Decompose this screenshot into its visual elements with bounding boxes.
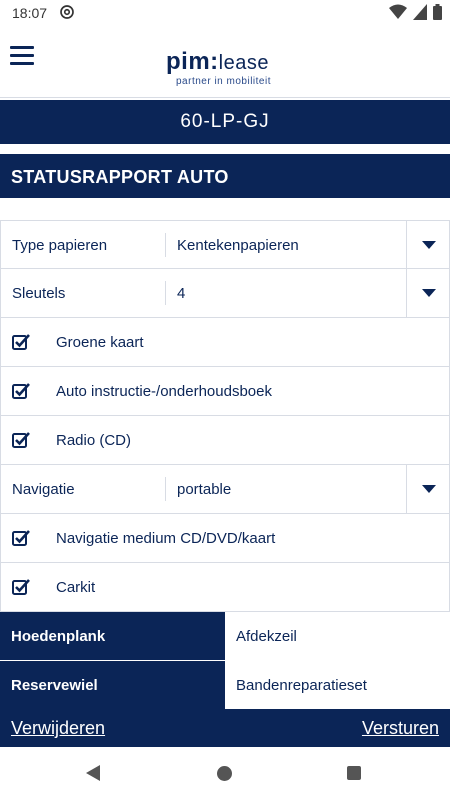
action-footer xyxy=(0,709,450,747)
navigatie-label: Navigatie xyxy=(12,481,75,498)
logo-tagline: partner in mobiliteit xyxy=(176,76,271,87)
back-icon[interactable] xyxy=(86,765,100,781)
afdekzeil-toggle[interactable]: Afdekzeil xyxy=(225,612,450,661)
navigatie-medium-row[interactable] xyxy=(0,514,450,563)
hoedenplank-toggle[interactable]: Hoedenplank xyxy=(0,612,225,661)
navigatie-medium-checkbox-icon[interactable] xyxy=(12,529,30,547)
navigatie-value[interactable]: portable xyxy=(177,481,232,498)
at-sign-icon xyxy=(58,3,76,21)
logo-name: pim xyxy=(166,48,211,75)
status-report-form xyxy=(0,220,450,710)
reservewiel-toggle[interactable]: Reservewiel xyxy=(0,661,225,710)
section-title: STATUSRAPPORT AUTO xyxy=(0,154,450,198)
instructieboek-checkbox-icon[interactable] xyxy=(12,382,30,400)
status-time: 18:07 xyxy=(12,5,48,21)
hoedenplank-afdekzeil-row xyxy=(0,612,450,661)
send-link[interactable]: Versturen xyxy=(361,718,439,738)
sleutels-value[interactable]: 4 xyxy=(177,285,186,302)
instructieboek-row[interactable] xyxy=(0,367,450,416)
app-header xyxy=(0,26,450,98)
license-plate-title: 60-LP-GJ xyxy=(0,100,450,144)
pim-lease-logo xyxy=(166,48,296,88)
groene-kaart-row[interactable] xyxy=(0,318,450,367)
radio-row[interactable] xyxy=(0,416,450,465)
type-papieren-label: Type papieren xyxy=(12,237,108,254)
carkit-row[interactable] xyxy=(0,563,450,612)
navigatie-dropdown-icon[interactable] xyxy=(406,465,450,513)
system-navigation-bar xyxy=(0,747,450,800)
reservewiel-bandenreparatieset-row xyxy=(0,661,450,710)
bandenreparatieset-toggle[interactable]: Bandenreparatieset xyxy=(225,661,450,710)
type-papieren-dropdown-icon[interactable] xyxy=(406,221,450,269)
cellular-signal-icon xyxy=(413,4,427,20)
type-papieren-value[interactable]: Kentekenpapieren xyxy=(177,237,299,254)
navigatie-row xyxy=(0,465,450,514)
home-icon[interactable] xyxy=(217,766,232,781)
type-papieren-row xyxy=(0,220,450,269)
battery-icon xyxy=(433,4,442,20)
sleutels-label: Sleutels xyxy=(12,285,66,302)
system-icons xyxy=(389,4,442,20)
navigatie-medium-label: Navigatie medium CD/DVD/kaart xyxy=(56,530,276,547)
radio-label: Radio (CD) xyxy=(56,432,132,449)
hamburger-menu-icon[interactable] xyxy=(10,46,34,66)
carkit-checkbox-icon[interactable] xyxy=(12,578,30,596)
recent-apps-icon[interactable] xyxy=(347,766,361,780)
status-bar xyxy=(0,0,450,26)
sleutels-dropdown-icon[interactable] xyxy=(406,269,450,317)
logo-colon: : xyxy=(210,48,219,75)
groene-kaart-checkbox-icon[interactable] xyxy=(12,333,30,351)
delete-link[interactable]: Verwijderen xyxy=(11,718,106,738)
logo-lease: lease xyxy=(218,52,269,74)
wifi-icon xyxy=(389,4,407,20)
carkit-label: Carkit xyxy=(56,579,96,596)
sleutels-row xyxy=(0,269,450,318)
instructieboek-label: Auto instructie-/onderhoudsboek xyxy=(56,383,272,400)
groene-kaart-label: Groene kaart xyxy=(56,334,144,351)
radio-checkbox-icon[interactable] xyxy=(12,431,30,449)
